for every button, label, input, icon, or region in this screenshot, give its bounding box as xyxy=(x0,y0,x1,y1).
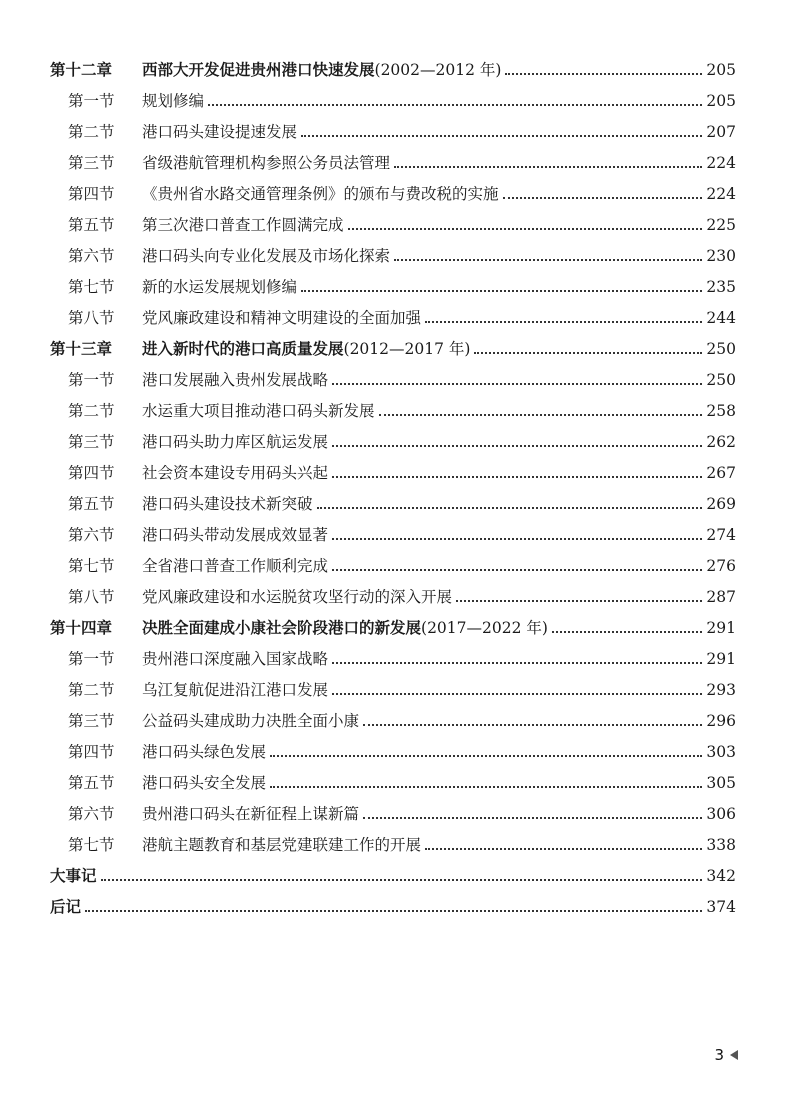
toc-misc-entry[interactable] xyxy=(50,855,736,886)
entry-page-number: 235 xyxy=(706,278,736,296)
entry-number: 第四节 xyxy=(68,743,115,761)
toc-chapter-entry[interactable] xyxy=(50,49,736,80)
entry-page-number: 207 xyxy=(706,123,736,141)
entry-page-number: 296 xyxy=(706,712,736,730)
entry-title xyxy=(142,246,390,266)
entry-title-text: 港口码头建设提速发展 xyxy=(142,123,298,141)
dot-leader xyxy=(85,910,702,912)
entry-page-number: 291 xyxy=(706,619,736,637)
entry-title xyxy=(142,680,328,700)
entry-number: 第六节 xyxy=(68,526,115,544)
entry-page-number: 374 xyxy=(706,898,736,916)
dot-leader xyxy=(317,507,703,509)
entry-title-text: 省级港航管理机构参照公务员法管理 xyxy=(142,154,391,172)
toc-section-entry[interactable] xyxy=(50,700,736,731)
dot-leader xyxy=(474,352,702,354)
toc-section-entry[interactable] xyxy=(50,421,736,452)
entry-number: 第八节 xyxy=(68,309,115,327)
entry-years: (2012—2017 年) xyxy=(343,340,471,358)
dot-leader xyxy=(505,73,702,75)
toc-chapter-entry[interactable] xyxy=(50,607,736,638)
entry-title-text: 第三次港口普查工作圆满完成 xyxy=(142,216,344,234)
page-number: 3 xyxy=(714,1046,724,1064)
entry-title-text: 贵州港口深度融入国家战略 xyxy=(142,650,329,668)
entry-page-number: 338 xyxy=(706,836,736,854)
entry-title xyxy=(142,711,359,731)
toc-section-entry[interactable] xyxy=(50,173,736,204)
entry-number: 第五节 xyxy=(68,495,115,513)
dot-leader xyxy=(379,414,703,416)
entry-number: 第一节 xyxy=(68,92,115,110)
toc-section-entry[interactable] xyxy=(50,762,736,793)
entry-page-number: 305 xyxy=(706,774,736,792)
toc-section-entry[interactable] xyxy=(50,111,736,142)
dot-leader xyxy=(332,662,702,664)
dot-leader xyxy=(503,197,703,199)
entry-title-text: 社会资本建设专用码头兴起 xyxy=(142,464,329,482)
entry-title-text: 贵州港口码头在新征程上谋新篇 xyxy=(142,805,360,823)
entry-title xyxy=(142,215,344,235)
entry-title-text: 港口码头向专业化发展及市场化探索 xyxy=(142,247,391,265)
entry-page-number: 224 xyxy=(706,185,736,203)
entry-page-number: 306 xyxy=(706,805,736,823)
toc-section-entry[interactable] xyxy=(50,576,736,607)
entry-title xyxy=(142,773,266,793)
entry-title-text: 党风廉政建设和水运脱贫攻坚行动的深入开展 xyxy=(142,588,453,606)
entry-title xyxy=(142,587,452,607)
toc-section-entry[interactable] xyxy=(50,545,736,576)
entry-page-number: 224 xyxy=(706,154,736,172)
entry-title-text: 水运重大项目推动港口码头新发展 xyxy=(142,402,375,420)
entry-page-number: 291 xyxy=(706,650,736,668)
entry-page-number: 274 xyxy=(706,526,736,544)
toc-misc-entry[interactable] xyxy=(50,886,736,917)
toc-section-entry[interactable] xyxy=(50,266,736,297)
dot-leader xyxy=(332,538,702,540)
toc-chapter-entry[interactable] xyxy=(50,328,736,359)
entry-number: 第十三章 xyxy=(50,340,113,358)
page-footer xyxy=(714,1046,738,1064)
entry-page-number: 244 xyxy=(706,309,736,327)
entry-title xyxy=(142,463,328,483)
entry-title-text: 乌江复航促进沿江港口发展 xyxy=(142,681,329,699)
entry-page-number: 205 xyxy=(706,92,736,110)
entry-number: 第六节 xyxy=(68,247,115,265)
entry-number: 第一节 xyxy=(68,371,115,389)
dot-leader xyxy=(394,166,702,168)
entry-number: 第七节 xyxy=(68,278,115,296)
entry-number: 第七节 xyxy=(68,557,115,575)
entry-title-text: 规划修编 xyxy=(142,92,205,110)
entry-number: 第七节 xyxy=(68,836,115,854)
dot-leader xyxy=(363,817,702,819)
dot-leader xyxy=(332,569,702,571)
entry-title-text: 港口码头绿色发展 xyxy=(142,743,267,761)
entry-title xyxy=(50,866,97,886)
entry-title xyxy=(142,122,297,142)
entry-number: 第四节 xyxy=(68,464,115,482)
entry-number: 第十四章 xyxy=(50,619,113,637)
entry-page-number: 258 xyxy=(706,402,736,420)
dot-leader xyxy=(332,445,702,447)
entry-title xyxy=(142,339,470,359)
entry-title xyxy=(142,91,204,111)
entry-number: 第八节 xyxy=(68,588,115,606)
entry-number: 第四节 xyxy=(68,185,115,203)
toc-section-entry[interactable] xyxy=(50,483,736,514)
entry-page-number: 205 xyxy=(706,61,736,79)
entry-title xyxy=(142,804,359,824)
entry-title-text: 新的水运发展规划修编 xyxy=(142,278,298,296)
toc-section-entry[interactable] xyxy=(50,235,736,266)
dot-leader xyxy=(425,848,702,850)
entry-number: 第二节 xyxy=(68,402,115,420)
entry-title-text: 后记 xyxy=(50,898,82,916)
toc-section-entry[interactable] xyxy=(50,514,736,545)
dot-leader xyxy=(270,755,702,757)
entry-title-text: 西部大开发促进贵州港口快速发展 xyxy=(142,61,375,79)
entry-title-text: 公益码头建成助力决胜全面小康 xyxy=(142,712,360,730)
entry-number: 第二节 xyxy=(68,123,115,141)
entry-page-number: 269 xyxy=(706,495,736,513)
entry-title xyxy=(142,494,313,514)
dot-leader xyxy=(425,321,702,323)
entry-title xyxy=(50,897,81,917)
dot-leader xyxy=(301,290,702,292)
entry-title-text: 港口码头助力库区航运发展 xyxy=(142,433,329,451)
entry-title xyxy=(142,277,297,297)
entry-title xyxy=(142,432,328,452)
dot-leader xyxy=(270,786,702,788)
toc-section-entry[interactable] xyxy=(50,142,736,173)
toc-section-entry[interactable] xyxy=(50,297,736,328)
entry-number: 第三节 xyxy=(68,154,115,172)
entry-title xyxy=(142,401,375,421)
entry-number: 第三节 xyxy=(68,712,115,730)
dot-leader xyxy=(456,600,702,602)
dot-leader xyxy=(552,631,702,633)
entry-number: 第二节 xyxy=(68,681,115,699)
dot-leader xyxy=(332,476,702,478)
entry-page-number: 287 xyxy=(706,588,736,606)
entry-page-number: 293 xyxy=(706,681,736,699)
entry-title xyxy=(142,618,548,638)
entry-title-text: 全省港口普查工作顺利完成 xyxy=(142,557,329,575)
entry-title-text: 港口码头安全发展 xyxy=(142,774,267,792)
toc-section-entry[interactable] xyxy=(50,80,736,111)
dot-leader xyxy=(348,228,703,230)
table-of-contents xyxy=(50,49,736,917)
entry-years: (2017—2022 年) xyxy=(421,619,548,637)
toc-section-entry[interactable] xyxy=(50,390,736,421)
entry-title xyxy=(142,370,328,390)
entry-title xyxy=(142,308,421,328)
entry-title xyxy=(142,184,499,204)
toc-section-entry[interactable] xyxy=(50,638,736,669)
entry-number: 第六节 xyxy=(68,805,115,823)
entry-title-text: 党风廉政建设和精神文明建设的全面加强 xyxy=(142,309,422,327)
entry-number: 第五节 xyxy=(68,216,115,234)
dot-leader xyxy=(332,693,702,695)
entry-title-text: 港航主题教育和基层党建联建工作的开展 xyxy=(142,836,422,854)
entry-title-text: 港口发展融入贵州发展战略 xyxy=(142,371,329,389)
entry-title xyxy=(142,153,390,173)
entry-title xyxy=(142,60,501,80)
entry-page-number: 303 xyxy=(706,743,736,761)
entry-years: (2002—2012 年) xyxy=(374,61,502,79)
entry-number: 第三节 xyxy=(68,433,115,451)
entry-title-text: 港口码头带动发展成效显著 xyxy=(142,526,329,544)
left-triangle-icon xyxy=(730,1050,738,1060)
toc-section-entry[interactable] xyxy=(50,452,736,483)
entry-title-text: 进入新时代的港口高质量发展 xyxy=(142,340,344,358)
entry-title-text: 《贵州省水路交通管理条例》的颁布与费改税的实施 xyxy=(142,185,499,203)
entry-title-text: 决胜全面建成小康社会阶段港口的新发展 xyxy=(142,619,422,637)
dot-leader xyxy=(394,259,702,261)
entry-number: 第五节 xyxy=(68,774,115,792)
dot-leader xyxy=(301,135,702,137)
entry-title xyxy=(142,556,328,576)
entry-title xyxy=(142,742,266,762)
entry-number: 第十二章 xyxy=(50,61,113,79)
entry-title xyxy=(142,649,328,669)
entry-page-number: 230 xyxy=(706,247,736,265)
entry-number: 第一节 xyxy=(68,650,115,668)
dot-leader xyxy=(101,879,703,881)
toc-section-entry[interactable] xyxy=(50,359,736,390)
entry-title xyxy=(142,835,421,855)
entry-page-number: 267 xyxy=(706,464,736,482)
toc-section-entry[interactable] xyxy=(50,669,736,700)
entry-page-number: 250 xyxy=(706,340,736,358)
entry-page-number: 225 xyxy=(706,216,736,234)
dot-leader xyxy=(363,724,702,726)
dot-leader xyxy=(332,383,702,385)
toc-section-entry[interactable] xyxy=(50,824,736,855)
entry-page-number: 250 xyxy=(706,371,736,389)
entry-title-text: 大事记 xyxy=(50,867,97,885)
entry-title-text: 港口码头建设技术新突破 xyxy=(142,495,313,513)
entry-page-number: 342 xyxy=(706,867,736,885)
toc-section-entry[interactable] xyxy=(50,204,736,235)
entry-title xyxy=(142,525,328,545)
toc-section-entry[interactable] xyxy=(50,731,736,762)
dot-leader xyxy=(208,104,702,106)
entry-page-number: 262 xyxy=(706,433,736,451)
toc-section-entry[interactable] xyxy=(50,793,736,824)
entry-page-number: 276 xyxy=(706,557,736,575)
